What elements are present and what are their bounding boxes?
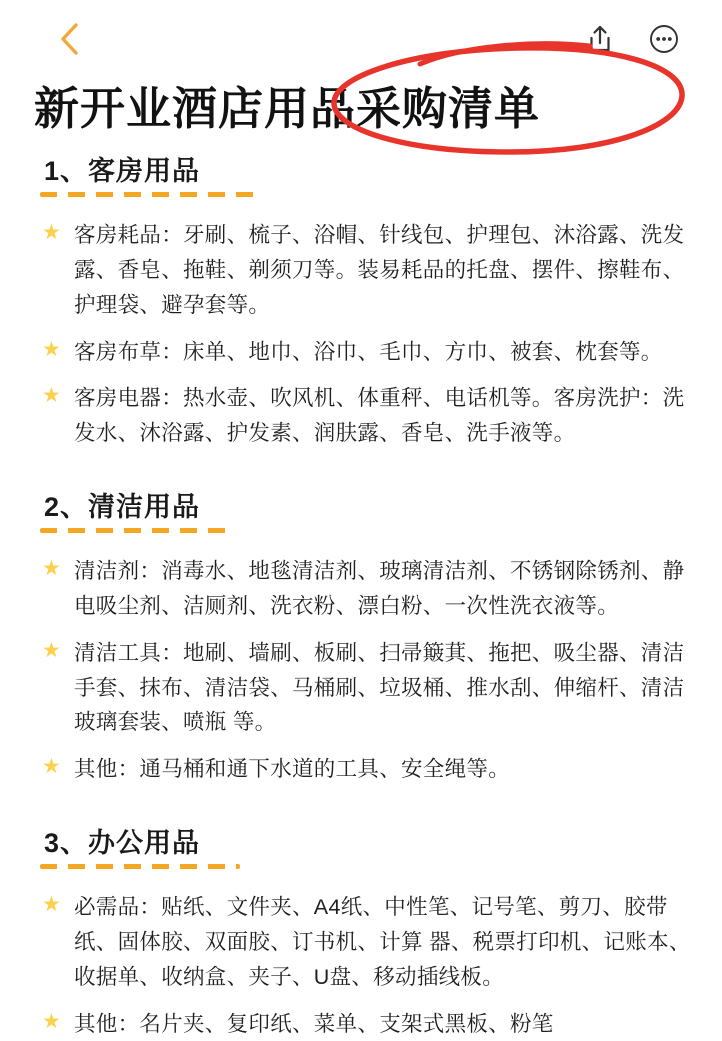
- document-body: [0, 135, 722, 1041]
- section-1-items: [26, 218, 696, 451]
- dashed-underline-icon: [40, 192, 258, 197]
- section-3-title: 3、办公用品: [44, 828, 201, 859]
- star-icon: ★: [42, 384, 61, 408]
- list-item: [26, 218, 696, 322]
- star-icon: ★: [42, 557, 61, 581]
- section-spacer: [26, 799, 696, 821]
- list-item: [26, 335, 696, 370]
- list-item-text: 客房耗品：牙刷、梳子、浴帽、针线包、护理包、沐浴露、洗发露、香皂、拖鞋、剃须刀等。装易耗品的托盘、摆件、擦鞋布、护理袋、避孕套等。: [74, 223, 685, 317]
- section-2-title: 2、清洁用品: [44, 492, 201, 523]
- page-title: 新开业酒店用品采购清单: [34, 83, 541, 134]
- list-item: [26, 1007, 696, 1041]
- section-3-items: [26, 890, 696, 1041]
- section-2-items: [26, 554, 696, 787]
- star-icon: ★: [42, 755, 61, 779]
- top-bar-actions: [582, 21, 682, 57]
- dashed-underline-icon: [40, 528, 236, 533]
- section-1-title: 1、客房用品: [44, 156, 201, 187]
- section-spacer: [26, 463, 696, 485]
- section-1: [26, 149, 696, 451]
- section-1-heading: [26, 149, 210, 188]
- title-area: [0, 78, 722, 135]
- list-item-text: 其他：通马桶和通下水道的工具、安全绳等。: [74, 757, 511, 782]
- section-2: [26, 485, 696, 787]
- list-item-text: 客房电器：热水壶、吹风机、体重秤、电话机等。客房洗护：洗发水、沐浴露、护发素、润肤露、香皂、洗手液等。: [74, 386, 685, 446]
- share-icon[interactable]: [582, 21, 618, 57]
- section-2-heading: [26, 485, 210, 524]
- list-item: [26, 381, 696, 451]
- more-options-icon[interactable]: [646, 21, 682, 57]
- star-icon: ★: [42, 893, 61, 917]
- list-item: [26, 554, 696, 624]
- dashed-underline-icon: [40, 864, 240, 869]
- star-icon: ★: [42, 337, 61, 361]
- list-item: [26, 890, 696, 994]
- list-item-text: 客房布草：床单、地巾、浴巾、毛巾、方巾、被套、枕套等。: [74, 339, 663, 364]
- section-3: [26, 821, 696, 1041]
- list-item-text: 其他：名片夹、复印纸、菜单、支架式黑板、粉笔: [74, 1011, 554, 1036]
- list-item-text: 清洁剂：消毒水、地毯清洁剂、玻璃清洁剂、不锈钢除锈剂、静电吸尘剂、洁厕剂、洗衣粉、漂白粉、一次性洗衣液等。: [74, 559, 685, 618]
- list-item-text: 清洁工具：地刷、墙刷、板刷、扫帚簸萁、拖把、吸尘器、清洁手套、抹布、清洁袋、马桶刷、垃圾桶、推水刮、伸缩杆、清洁玻璃套装、喷瓶 等。: [74, 640, 685, 735]
- list-item: [26, 636, 696, 740]
- chevron-left-icon[interactable]: [52, 22, 86, 56]
- star-icon: ★: [42, 221, 61, 245]
- top-bar: [0, 0, 722, 78]
- list-item-text: 必需品：贴纸、文件夹、A4纸、中性笔、记号笔、剪刀、胶带纸、固体胶、双面胶、订书机、计算 器、税票打印机、记账本、收据单、收纳盒、夹子、U盘、移动插线板。: [74, 895, 691, 989]
- list-item: [26, 752, 696, 787]
- star-icon: ★: [42, 1009, 61, 1033]
- star-icon: ★: [42, 638, 61, 662]
- section-3-heading: [26, 821, 210, 860]
